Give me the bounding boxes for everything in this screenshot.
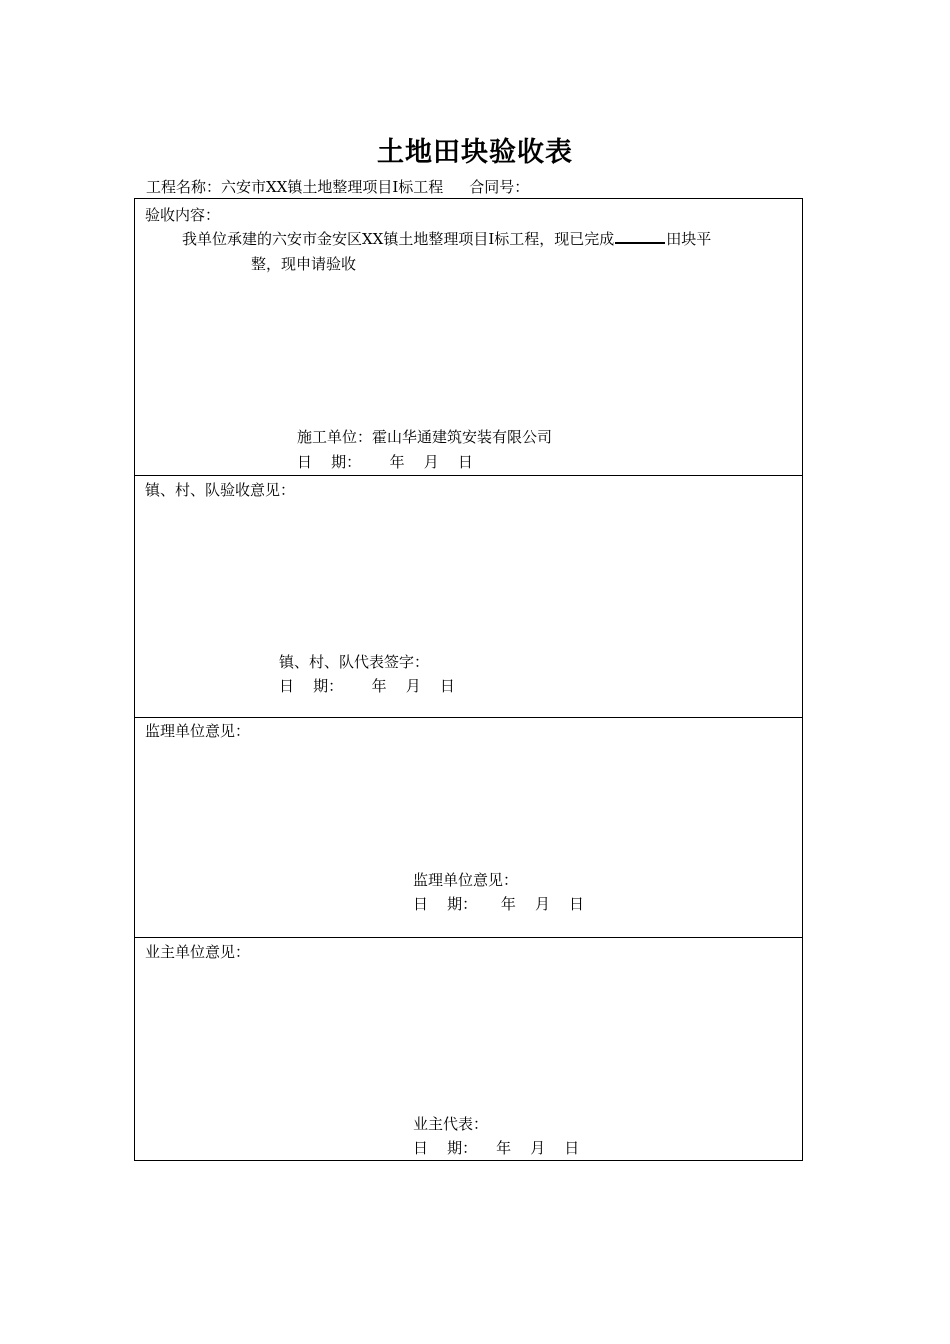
header-row bbox=[146, 176, 529, 197]
section-town-village-opinion bbox=[135, 475, 802, 718]
section-label: 镇、村、队验收意见： bbox=[145, 481, 296, 499]
date-line: 日 期： 年 月 日 bbox=[413, 1139, 580, 1157]
signer-line: 监理单位意见： bbox=[413, 871, 519, 889]
section-label: 监理单位意见： bbox=[145, 722, 251, 740]
signer-line: 业主代表： bbox=[413, 1115, 489, 1133]
contract-number: 合同号： bbox=[469, 178, 530, 196]
date-line: 日 期： 年 月 日 bbox=[413, 895, 585, 913]
content-line-2: 整，现申请验收 bbox=[251, 255, 357, 273]
section-label: 业主单位意见： bbox=[145, 943, 251, 961]
project-name: 工程名称：六安市XX镇土地整理项目I标工程 bbox=[146, 178, 444, 196]
acceptance-form bbox=[134, 198, 803, 1161]
section-label: 验收内容： bbox=[145, 206, 221, 224]
signer-line: 镇、村、队代表签字： bbox=[279, 653, 430, 671]
section-owner-opinion bbox=[135, 937, 802, 1160]
signer-line: 施工单位：霍山华通建筑安装有限公司 bbox=[297, 428, 553, 446]
section-supervisor-opinion bbox=[135, 717, 802, 938]
blank-fill-line bbox=[615, 228, 665, 244]
form-title: 土地田块验收表 bbox=[377, 137, 573, 168]
section-acceptance-content bbox=[135, 199, 802, 476]
content-line-1: 我单位承建的六安市金安区XX镇土地整理项目I标工程，现已完成 田块平 bbox=[182, 230, 712, 248]
date-line: 日 期： 年 月 日 bbox=[297, 453, 473, 471]
date-line: 日 期： 年 月 日 bbox=[279, 677, 455, 695]
